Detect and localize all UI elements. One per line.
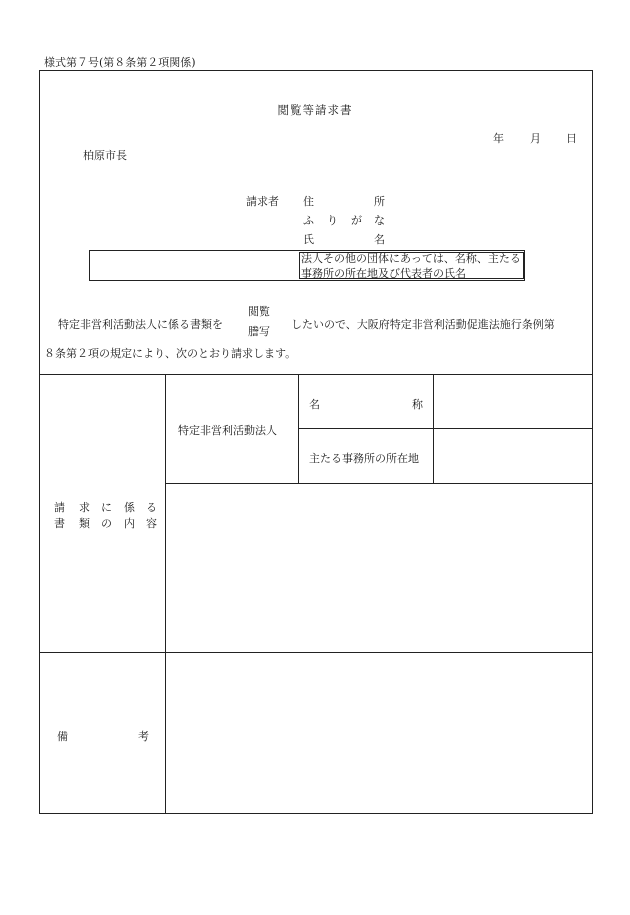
section-label-char-1: 請 — [54, 501, 65, 514]
npo-bottom-border — [165, 483, 593, 484]
remarks-label-right: 考 — [138, 730, 149, 743]
name-label-2: 名 — [374, 233, 385, 246]
value-column-divider — [433, 374, 434, 483]
furigana-label-2: り — [327, 214, 338, 227]
section-label-char-2: 求 — [79, 501, 90, 514]
request-option-view: 閲覧 — [248, 305, 270, 318]
section-label-char-10: 容 — [146, 517, 157, 530]
name-label-left: 名 — [309, 398, 320, 411]
section-label-char-4: 係 — [124, 501, 135, 514]
table-top-border — [39, 374, 593, 375]
office-label: 主たる事務所の所在地 — [309, 452, 419, 465]
name-label-1: 氏 — [303, 233, 314, 246]
npo-label: 特定非営利活動法人 — [178, 424, 277, 437]
label-column-divider — [165, 374, 166, 814]
address-label-1: 住 — [303, 195, 314, 208]
requester-note: 法人その他の団体にあっては、名称、主たる事務所の所在地及び代表者の氏名 — [301, 252, 521, 280]
request-option-copy: 謄写 — [248, 325, 270, 338]
addressee: 柏原市長 — [83, 149, 127, 162]
date-day-label: 日 — [566, 132, 577, 145]
date-year-label: 年 — [493, 132, 504, 145]
section-label-char-6: 書 — [54, 517, 65, 530]
request-suffix: したいので、大阪府特定非営利活動促進法施行条例第 — [291, 318, 555, 331]
address-label-2: 所 — [374, 195, 385, 208]
section-label-char-3: に — [101, 501, 112, 514]
request-line-2: ８条第２項の規定により、次のとおり請求します。 — [44, 347, 297, 360]
name-label-right: 称 — [412, 398, 423, 411]
form-title: 閲覧等請求書 — [277, 103, 353, 117]
section-label-char-7: 類 — [79, 517, 90, 530]
request-prefix: 特定非営利活動法人に係る書類を — [58, 318, 223, 331]
remarks-top-border — [39, 652, 593, 653]
furigana-label-1: ふ — [303, 214, 314, 227]
requester-label: 請求者 — [246, 195, 279, 208]
furigana-label-4: な — [374, 214, 385, 227]
remarks-label-left: 備 — [57, 730, 68, 743]
form-number: 様式第７号(第８条第２項関係) — [44, 56, 196, 69]
section-label-char-5: る — [146, 501, 157, 514]
name-bottom-border — [298, 428, 593, 429]
section-label-char-8: の — [101, 517, 112, 530]
npo-column-divider — [298, 374, 299, 483]
section-label-char-9: 内 — [124, 517, 135, 530]
form-frame — [39, 70, 593, 814]
furigana-label-3: が — [351, 214, 362, 227]
date-month-label: 月 — [530, 132, 541, 145]
